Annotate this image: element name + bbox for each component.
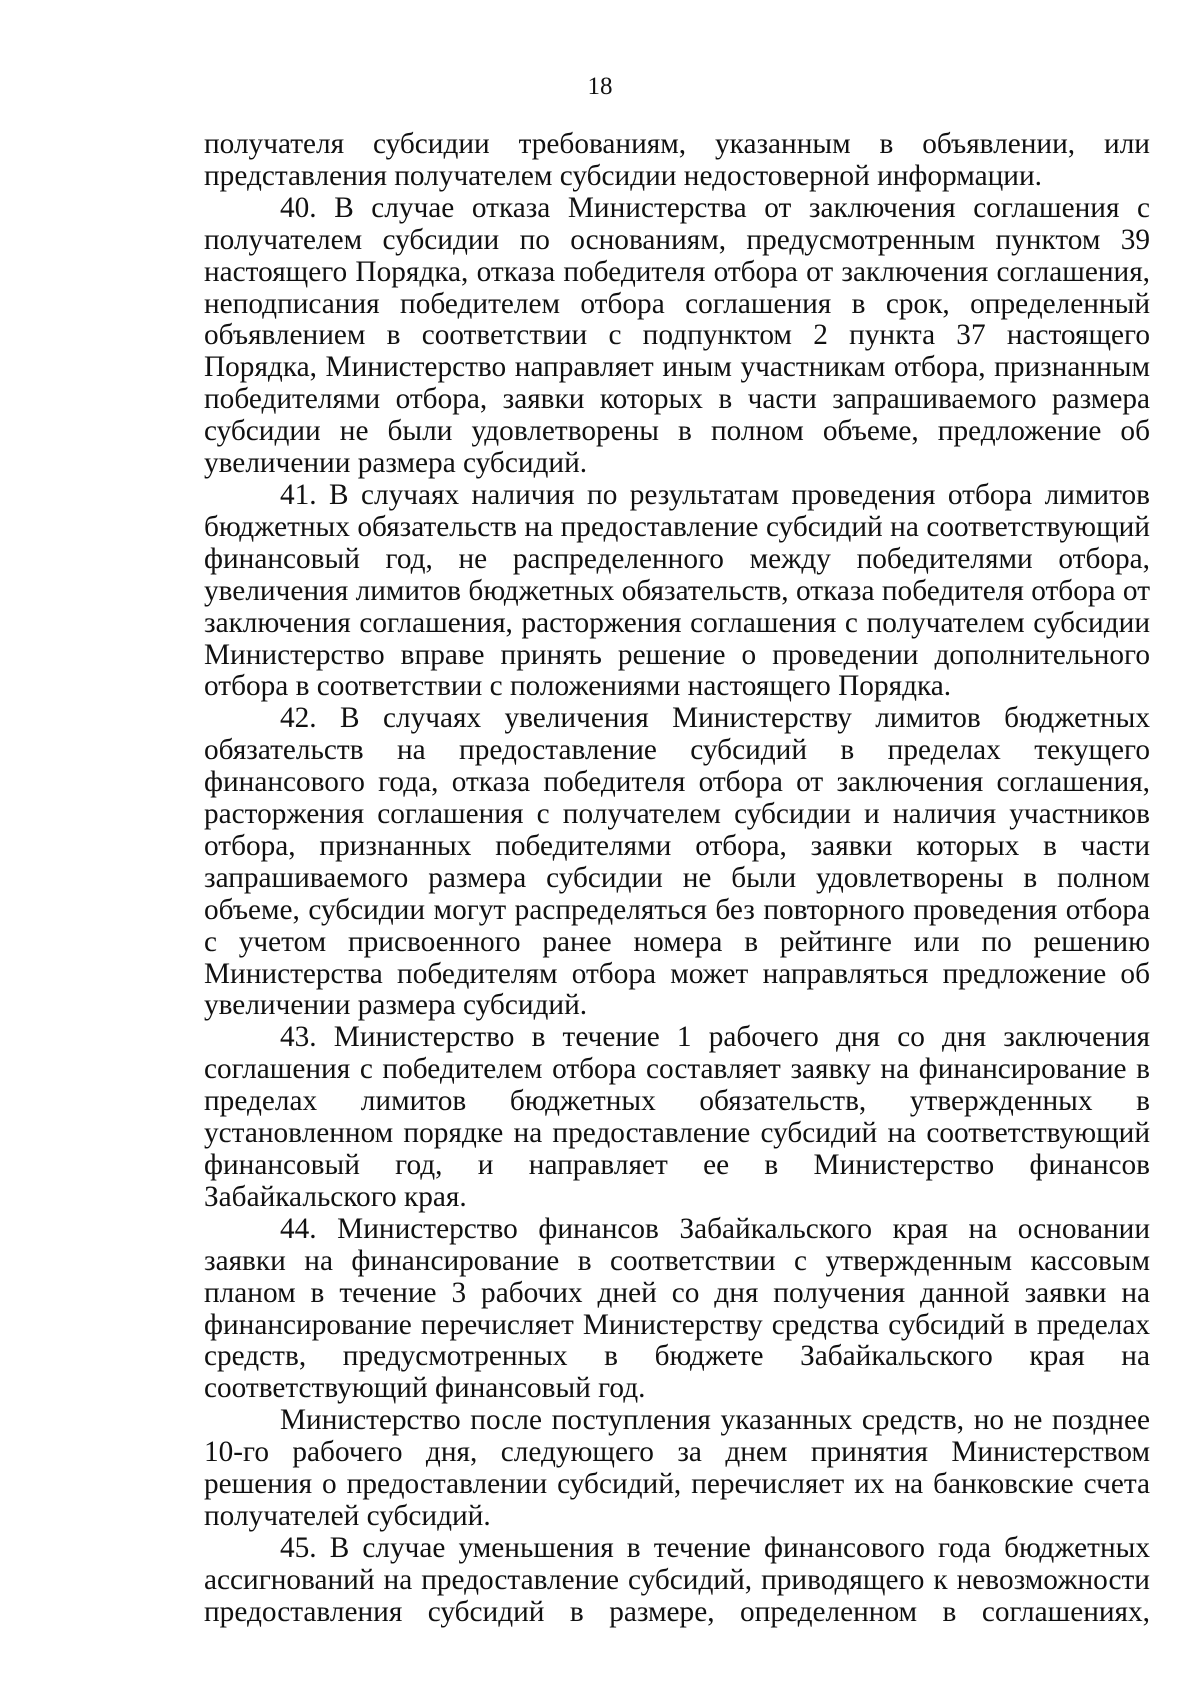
paragraph-45: 45. В случае уменьшения в течение финансового года бюджетных ассигнований на предоставление субсидий, приводящего к невозможности предоставления субсидий в размере, определенном в соглашениях, (204, 1531, 1150, 1628)
document-body (204, 129, 1150, 1629)
paragraph-44-continuation: Министерство после поступления указанных средств, но не позднее 10-го рабочего дня, следующего за днем принятия Министерством решения о предоставлении субсидий, перечисляет их на банковские счета получателей субсидий. (204, 1404, 1150, 1532)
paragraph-continuation: получателя субсидии требованиям, указанным в объявлении, или представления получателем субсидии недостоверной информации. (204, 128, 1150, 192)
paragraph-40: 40. В случае отказа Министерства от заключения соглашения с получателем субсидии по основаниям, предусмотренным пунктом 39 настоящего Порядка, отказа победителя отбора от заключения соглашения, неподписания победителем отбора соглашения в срок, определенный объявлением в соответствии с подпунктом 2 пункта 37 настоящего Порядка, Министерство направляет иным участникам отбора, признанным победителями отбора, заявки которых в части запрашиваемого размера субсидии не были удовлетворены в полном объеме, предложение об увеличении размера субсидий. (204, 191, 1150, 480)
paragraph-44: 44. Министерство финансов Забайкальского края на основании заявки на финансирование в соответствии с утвержденным кассовым планом в течение 3 рабочих дней со дня получения данной заявки на финансирование перечисляет Министерству средства субсидий в пределах средств, предусмотренных в бюджете Забайкальского края на соответствующий финансовый год. (204, 1212, 1150, 1405)
paragraph-42: 42. В случаях увеличения Министерству лимитов бюджетных обязательств на предоставление субсидий в пределах текущего финансового года, отказа победителя отбора от заключения соглашения, расторжения соглашения с получателем субсидии и наличия участников отбора, признанных победителями отбора, заявки которых в части запрашиваемого размера субсидии не были удовлетворены в полном объеме, субсидии могут распределяться без повторного проведения отбора с учетом присвоенного ранее номера в рейтинге или по решению Министерства победителям отбора может направляться предложение об увеличении размера субсидий. (204, 702, 1150, 1022)
page-number: 18 (587, 73, 613, 100)
paragraph-43: 43. Министерство в течение 1 рабочего дня со дня заключения соглашения с победителем отбора составляет заявку на финансирование в пределах лимитов бюджетных обязательств, утвержденных в установленном порядке на предоставление субсидий на соответствующий финансовый год, и направляет ее в Министерство финансов Забайкальского края. (204, 1021, 1150, 1213)
paragraph-41: 41. В случаях наличия по результатам проведения отбора лимитов бюджетных обязательств на предоставление субсидий на соответствующий финансовый год, не распределенного между победителями отбора, увеличения лимитов бюджетных обязательств, отказа победителя отбора от заключения соглашения, расторжения соглашения с получателем субсидии Министерство вправе принять решение о проведении дополнительного отбора в соответствии с положениями настоящего Порядка. (204, 478, 1150, 703)
